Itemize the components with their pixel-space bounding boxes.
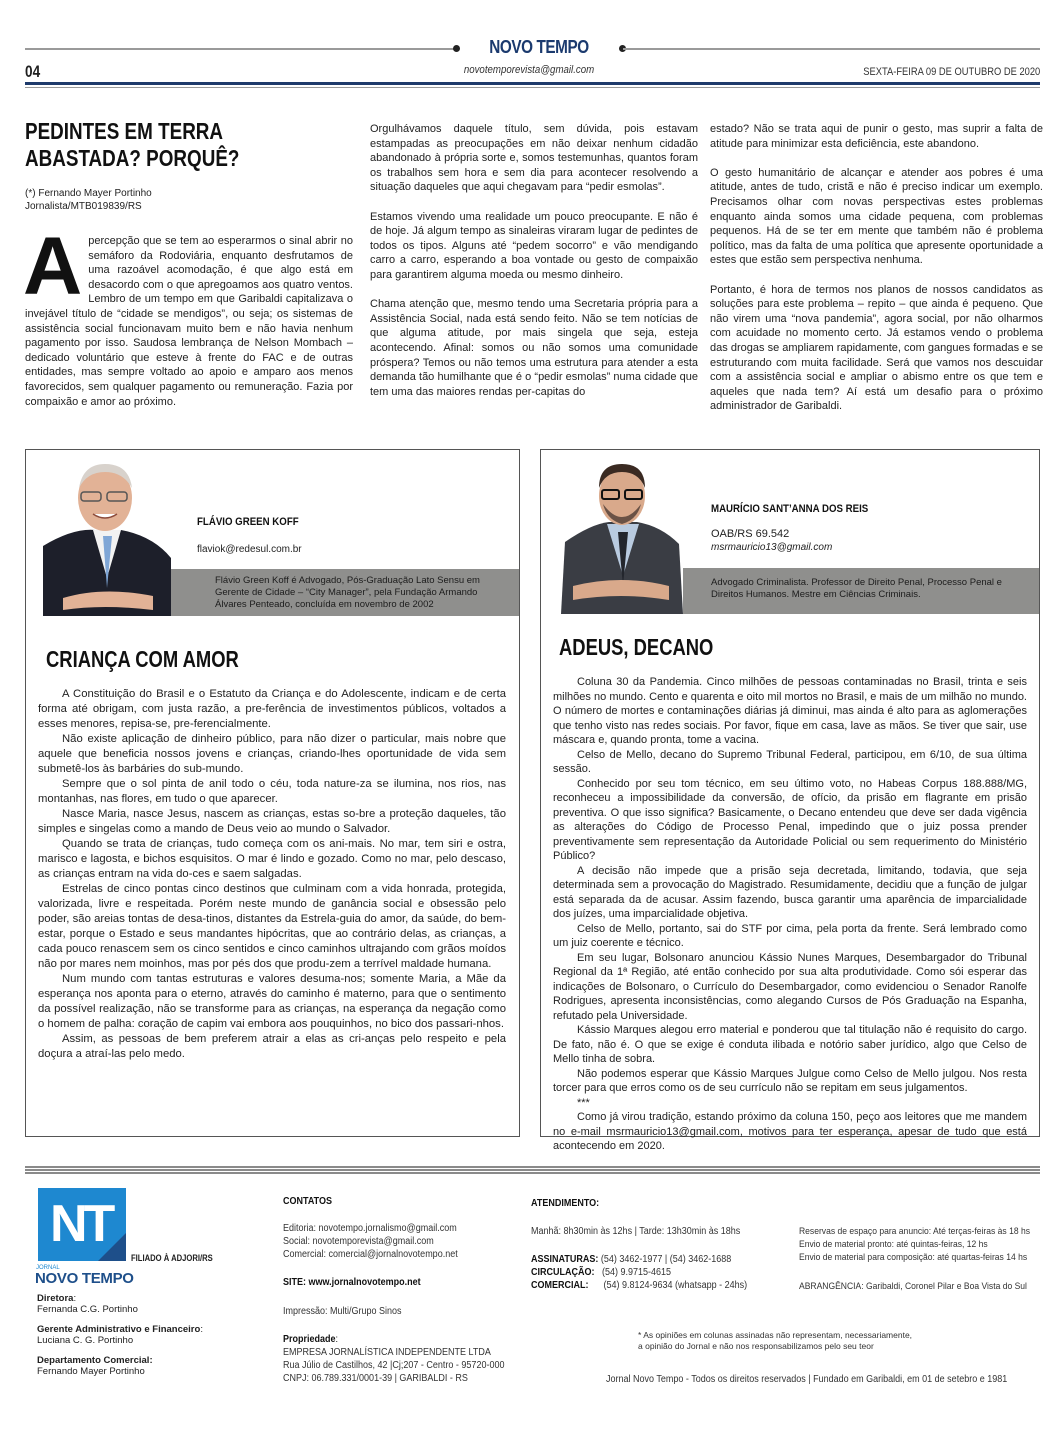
- contact-social[interactable]: Social: novotemporevista@gmail.com: [283, 1236, 434, 1247]
- article-column-1: [23, 221, 353, 424]
- header-divider: [25, 82, 1040, 85]
- author-bio: Flávio Green Koff é Advogado, Pós-Graduação Lato Sensu em Gerente de Cidade – “City Manager”, pela Fundação Armando Álvares Penteado, concluída em novembro de 2002: [43, 569, 519, 616]
- contacts-heading: CONTATOS: [283, 1196, 333, 1207]
- disclaimer: [638, 1330, 912, 1352]
- printing-info: Impressão: Multi/Grupo Sinos: [283, 1306, 402, 1317]
- deadline-reservas: Reservas de espaço para anuncio: Até terças-feiras às 18 hs: [799, 1226, 1030, 1237]
- disclaimer-line: a opinião do Jornal e não nos responsabilizamos pelo seu teor: [638, 1341, 874, 1351]
- subscriptions-phone[interactable]: (54) 3462-1977 | (54) 3462-1688: [600, 1254, 732, 1265]
- author-photo: [561, 458, 683, 614]
- staff-role: Gerente Administrativo e Financeiro: [37, 1324, 201, 1335]
- ownership-label: Propriedade:: [283, 1334, 339, 1345]
- article-column-3: [710, 122, 1043, 428]
- column-paragraph: Nasce Maria, nasce Jesus, nascem as crianças, estas so-bre a proteção daqueles, tão simples e singelas como a mando de Deus veio ao mundo o Salvador.: [38, 808, 506, 835]
- author-bio: Advogado Criminalista. Professor de Direito Penal, Processo Penal e Direitos Humanos. Mestre em Ciências Criminais.: [561, 568, 1039, 614]
- copyright: Jornal Novo Tempo - Todos os direitos reservados | Fundado em Garibaldi, em 01 de setebro e 1981: [606, 1374, 1008, 1385]
- newspaper-logo: [38, 1188, 126, 1261]
- footer-divider: [25, 1166, 1040, 1176]
- affiliation: FILIADO À ADJORI/RS: [131, 1253, 213, 1263]
- column-paragraph: Conhecido por seu tom técnico, em seu último voto, no Habeas Corpus 188.888/MG, reconheceu a impossibilidade da conversão, de ofício, da prisão em flagrante em prisão preventiva. O que isso significa? Basicamente, o Decano entendeu que deve ser dada vigência as alterações do Código de Processo Penal, impedindo que o juiz possa prender preventivamente sem representação da Autoridade Policial ou sem requerimento do Ministério Público?: [553, 777, 1027, 862]
- column-body: [553, 675, 1027, 1154]
- ownership-address: Rua Júlio de Castilhos, 42 |Cj;207 - Centro - 95720-000: [283, 1360, 505, 1371]
- author-email[interactable]: flaviok@redesul.com.br: [197, 544, 302, 555]
- column-paragraph: Celso de Mello, decano do Supremo Tribunal Federal, participou, em 6/10, de sua última sessão.: [553, 748, 1027, 775]
- commercial-phone[interactable]: (54) 9.8124-9634 (whatsapp - 24hs): [603, 1280, 748, 1291]
- column-paragraph: A Constituição do Brasil e o Estatuto da Criança e do Adolescente, indicam e de certa forma até obrigam, com justa razão, a pre-ferência de investimentos públicos, voltados a esses menores, repisa-se, pre-ferencialmente.: [38, 688, 506, 730]
- article-column-2: [370, 122, 698, 414]
- staff-name: Fernanda C.G. Portinho: [37, 1304, 138, 1315]
- article-title-line: PEDINTES EM TERRA: [25, 118, 224, 144]
- byline-credential: Jornalista/MTB019839/RS: [25, 201, 142, 212]
- drop-cap: A: [23, 221, 83, 312]
- author-email[interactable]: msrmauricio13@gmail.com: [711, 542, 833, 553]
- column-paragraph: Como já virou tradição, estando próximo da coluna 150, peço aos leitores que me mandem no e-mail msrmauricio13@gmail.com, motivos para ter esperança, apesar de tudo que está acontecendo em 2020.: [553, 1111, 1027, 1152]
- commercial-label: COMERCIAL:: [531, 1280, 589, 1291]
- service-hours: Manhã: 8h30min às 12hs | Tarde: 13h30min às 18hs: [531, 1226, 741, 1237]
- column-paragraph: Assim, as pessoas de bem preferem atrair a elas as cri-anças pelo respeito e pela doçura a atraí-las pelo medo.: [38, 1033, 506, 1060]
- service-heading: ATENDIMENTO:: [531, 1198, 600, 1209]
- logo-letters: NT: [50, 1195, 112, 1253]
- author-photo: [43, 458, 171, 616]
- coverage-area: ABRANGÊNCIA: Garibaldi, Coronel Pilar e Boa Vista do Sul: [799, 1281, 1027, 1292]
- contact-editoria[interactable]: Editoria: novotempo.jornalismo@gmail.com: [283, 1223, 457, 1234]
- site-link[interactable]: SITE: www.jornalnovotempo.net: [283, 1277, 421, 1288]
- staff-item: [37, 1355, 203, 1377]
- article-byline: [25, 187, 152, 213]
- article-title-line: ABASTADA? PORQUÊ?: [25, 145, 240, 171]
- column-paragraph: Não podemos esperar que Kássio Marques Julgue como Celso de Mello julgou. Nos resta torcer para que erros como os de seu currículo não se repitam em seus julgamentos.: [553, 1067, 1027, 1094]
- article-paragraph: Orgulhávamos daquele título, sem dúvida, pois estavam estampadas as preocupações em não deixar nenhum cidadão abandonado à própria sorte e, somos testemunhas, quantos foram os trabalhos sem hora e sem dia para acontecer resolvendo a situação daqueles que aqui chegavam para “pedir esmolas”.: [370, 123, 698, 194]
- logo-wordmark: NOVO TEMPO: [35, 1270, 134, 1287]
- issue-date: SEXTA-FEIRA 09 DE OUTUBRO DE 2020: [862, 66, 1040, 78]
- column-paragraph: Celso de Mello, portanto, sai do STF por cima, pela porta da frente. Será lembrado como um juiz coerente e técnico.: [553, 922, 1027, 949]
- column-paragraph: Kássio Marques alegou erro material e ponderou que tal titulação não é requisito do cargo. De fato, não é. O que se exige é conduta ilibada e notório saber jurídico, algo que Celso de Mello tinha de sobra.: [553, 1024, 1027, 1065]
- header-email[interactable]: novotemporevista@gmail.com: [463, 64, 595, 76]
- header-divider-thin: [25, 87, 1040, 88]
- newspaper-brand: NOVO TEMPO: [489, 37, 589, 57]
- commercial-row: [531, 1280, 747, 1292]
- staff-role: Departamento Comercial:: [37, 1355, 153, 1366]
- author-name: MAURÍCIO SANT’ANNA DOS REIS: [711, 503, 869, 515]
- header-rule-left: [25, 48, 455, 50]
- author-name: FLÁVIO GREEN KOFF: [197, 516, 299, 528]
- subscriptions-row: [531, 1254, 731, 1266]
- circulation-label: CIRCULAÇÃO:: [531, 1267, 595, 1278]
- column-title: ADEUS, DECANO: [559, 634, 714, 660]
- circulation-phone[interactable]: (54) 9.9715-4615: [602, 1267, 672, 1278]
- staff-item: Gerente Administrativo e Financeiro: Luciana C. G. Portinho: [37, 1324, 203, 1346]
- columnist-box-right: [540, 449, 1040, 1152]
- logo-corner: [98, 1233, 126, 1261]
- article-paragraph: Estamos vivendo uma realidade um pouco preocupante. E não é de hoje. Já algum tempo as sinaleiras viraram lugar de pedintes de todos os tipos. Alguns até “pedem socorro” e vão mendigando carro a carro, esperando a boa vontade ou gesto de compaixão para garantirem alguma moeda ou mesmo dinheiro.: [370, 210, 698, 281]
- column-paragraph: Coluna 30 da Pandemia. Cinco milhões de pessoas contaminadas no Brasil, trinta e seis milhões no mundo. Cento e quarenta e oito mil mortos no Brasil, e mais de um milhão no mundo. O número de mortes e contaminações diárias já diminui, mas ainda é alto para as aglomerações que tenho visto nas redes sociais. Por favor, fique em casa, lave as mãos. Se tiver que sair, use máscara e, quando pronta, tome a vacina.: [553, 676, 1027, 746]
- masthead: [25, 38, 1040, 60]
- contact-comercial[interactable]: Comercial: comercial@jornalnovotempo.net: [283, 1249, 458, 1260]
- column-paragraph: Quando se trata de crianças, tudo começa com os ani-mais. No mar, tem siri e ostra, marisco e lagosta, e bichos esquisitos. O mar é lindo e gozado. Como no mar, pelo descaso, as crianças entram na vida do-ces e saem salgadas.: [38, 838, 506, 880]
- author-oab: OAB/RS 69.542: [711, 528, 790, 540]
- bullet-icon: [453, 45, 460, 52]
- circulation-row: [531, 1267, 671, 1279]
- column-body: [38, 687, 506, 1062]
- staff-name: Luciana C. G. Portinho: [37, 1335, 134, 1346]
- column-paragraph: A decisão não impede que a prisão seja decretada, limitando, todavia, que seja determinada sem a provocação do Magistrado. Resumidamente, decidiu que a função de julgar está separada da de acusar. Assim fazendo, busca garantir uma aparência de imparcialidade dos juízes, uma imparcialidade objetiva.: [553, 864, 1027, 920]
- column-paragraph: Estrelas de cinco pontas cinco destinos que culminam com a vida honrada, protegida, valorizada, livre e respeitada. Porém neste mundo de ganância social e obsessão pelo poder, são areias tontas de desa-tinos, distantes da Estrela-guia do amor, da saúde, do bem-estar, porque o Estado e seus mandantes hipócritas, que ao contrário delas, as crianças, a cada pouco renascem sem os cinco sentidos e cinco caminhos ultrajando com grãos moídos não por mares nem moinhos, mas por pés dos que produ-zem a terrível maldade humana.: [38, 883, 506, 970]
- column-paragraph: Num mundo com tantas estruturas e valores desuma-nos; somente Maria, a Mãe da esperança nos aponta para o eterno, através do caminho é materno, para que o sentimento da possível realização, não se transforme para as crianças, na esperança da negação como o homem de palha: coração de capim vai embora aos pouquinhos, no bico dos passari-nhos.: [38, 973, 506, 1030]
- subscriptions-label: ASSINATURAS:: [531, 1254, 599, 1265]
- deadline-composicao: Envio de material para composição: até quartas-feiras 14 hs: [799, 1252, 1028, 1263]
- deadline-pronto: Envio de material pronto: até quintas-feiras, 12 hs: [799, 1239, 988, 1250]
- article-paragraph: Chama atenção que, mesmo tendo uma Secretaria própria para a Assistência Social, nada está sendo feito. Não se tem notícias de que alguma atitude, por mais singela que seja, esteja acontecendo. Afinal: somos ou não somos uma comunidade próspera? Temos ou não temos uma estrutura para atender a esta demanda tão humilhante que é o “pedir esmolas” numa cidade que tem uma das maiores rendas per-capitas do: [370, 298, 698, 398]
- column-paragraph: Em seu lugar, Bolsonaro anunciou Kássio Nunes Marques, Desembargador do Tribunal Regional da 1ª Região, até então conhecido por sua alta produtividade. Como sói esperar das indicações de Bolsonaro, o Currículo do Desembargador, como evidenciou o Senador Ranolfe Rodrigues, apresenta inconsistências, como alegando Cursos de Pós Graduação na Espanha, refutado pela Universidade.: [553, 951, 1027, 1022]
- staff-list: [37, 1293, 203, 1386]
- column-paragraph: Não existe aplicação de dinheiro público, para não dizer o particular, mais nobre que aquele que beneficia nossos jovens e crianças, criando-lhes oportunidade de vida sem submetê-los às barbáries do sub-mundo.: [38, 733, 506, 775]
- column-paragraph: Sempre que o sol pinta de anil todo o céu, toda nature-za se ilumina, nos rios, nas montanhas, nas flores, em tudo o que aparecer.: [38, 778, 506, 805]
- article-title: [25, 118, 287, 172]
- article-paragraph: estado? Não se trata aqui de punir o gesto, mas suprir a falta de atitude para minimizar esta deficiência, este abandono.: [710, 123, 1043, 150]
- page-number: 04: [25, 62, 41, 81]
- column-title: CRIANÇA COM AMOR: [46, 646, 239, 672]
- staff-name: Fernando Mayer Portinho: [37, 1366, 145, 1377]
- logo-subtitle: JORNAL: [36, 1265, 60, 1271]
- disclaimer-line: * As opiniões em colunas assinadas não representam, necessariamente,: [638, 1330, 913, 1340]
- article-paragraph: percepção que se tem ao esperarmos o sinal abrir no semáforo da Rodoviária, enquanto desfrutamos de uma razoável acomodação, é que algo está em desacordo com o que apregoamos aos quatro ventos. Lembro de um tempo em que Garibaldi capitalizava o invejável título de “cidade se mendigos”, ou seja; os sistemas de assistência social funcionavam muito bem e não havia nenhum pagamento por isso. Saudosa lembrança de Nelson Mombach – dedicado voluntário que esteve à frente do FAC e de outras entidades, mas sempre voltado ao apoio e amparo aos menos favorecidos, sem qualquer pagamento ou remuneração. Fazia por compaixão e amor ao próximo.: [25, 235, 353, 408]
- byline-author: (*) Fernando Mayer Portinho: [25, 188, 152, 199]
- staff-item: Diretora: Fernanda C.G. Portinho: [37, 1293, 203, 1315]
- column-separator: ***: [577, 1096, 590, 1109]
- header-rule-right: [623, 48, 1040, 50]
- ownership-heading: Propriedade: [283, 1334, 336, 1345]
- staff-role: Diretora: [37, 1293, 74, 1304]
- article-paragraph: O gesto humanitário de alcançar e atender aos pobres é uma atitude, antes de tudo, cristã e não é preciso indicar um exemplo. Precisamos olhar com novas perspectivas estes problemas enquanto ainda somos uma cidade pequena, com problemas pequenos. Há de se ter em mente que também não é problema político, mas da falta de uma política que apresente oportunidade a estes que estão sem perspectiva nenhuma.: [710, 166, 1043, 267]
- ownership-company: EMPRESA JORNALÍSTICA INDEPENDENTE LTDA: [283, 1347, 491, 1358]
- article-paragraph: Portanto, é hora de termos nos planos de nossos candidatos as soluções para este problema – repito – que ainda é pequeno. Que não virem uma “nova pandemia”, agora social, por não olharmos com acuidade no momento certo. Já estamos vendo o problema das drogas se ampliarem rapidamente, com gangues formadas e se estruturando com muita facilidade. Será que vamos nos descuidar com a assistência social e ampliar o abismo entre os que tem e aqueles que nada tem? Aí está um desafio para o próximo administrador de Garibaldi.: [710, 283, 1043, 413]
- ownership-cnpj: CNPJ: 06.789.331/0001-39 | GARIBALDI - RS: [283, 1373, 468, 1384]
- columnist-box-left: [25, 449, 520, 1137]
